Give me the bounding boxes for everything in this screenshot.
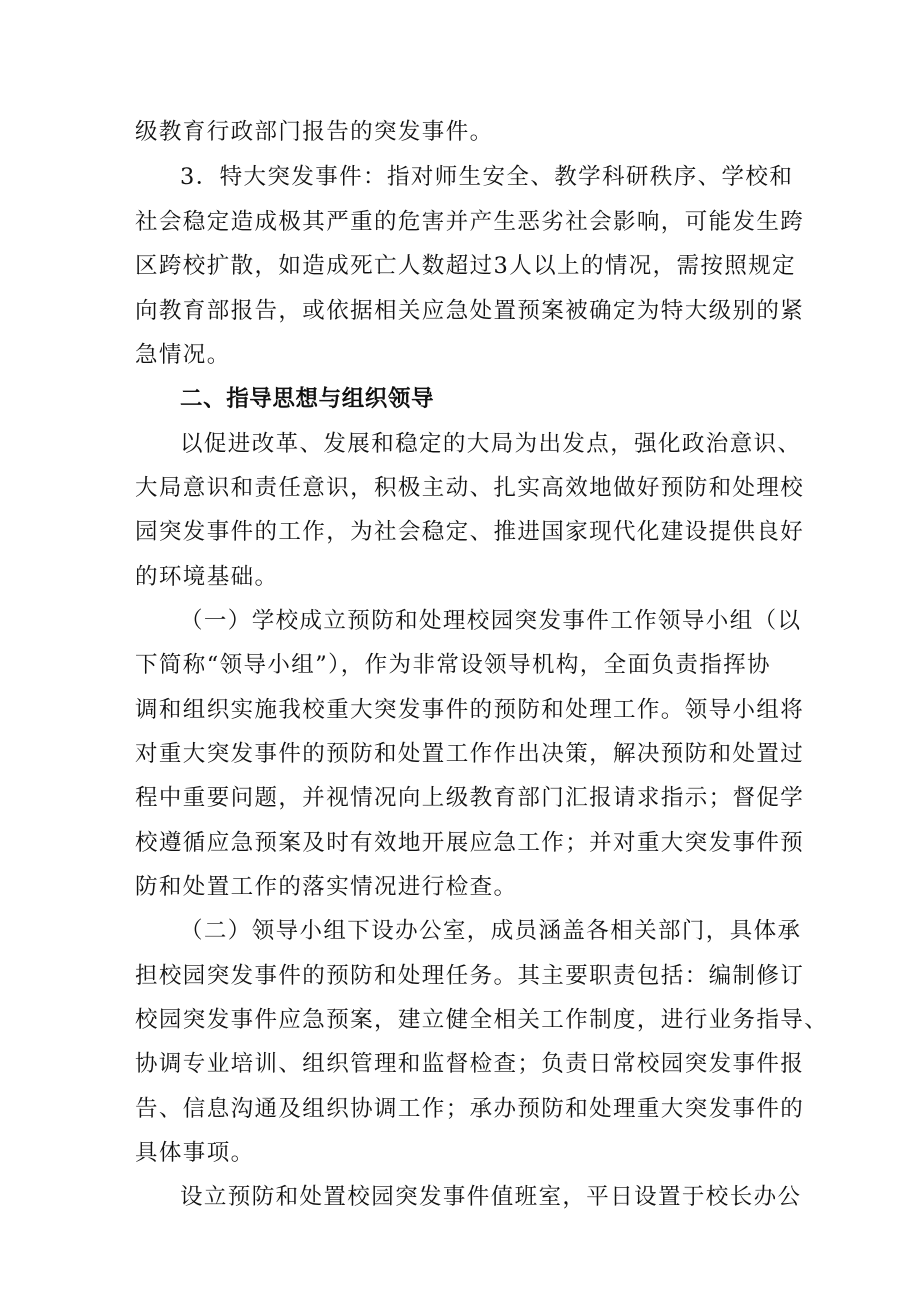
paragraph-line: 调和组织实施我校重大突发事件的预防和处理工作。领导小组将 — [135, 697, 805, 723]
paragraph-line: 校园突发事件应急预案，建立健全相关工作制度，进行业务指导、 — [135, 1007, 829, 1033]
paragraph-line: 校遵循应急预案及时有效地开展应急工作；并对重大突发事件预 — [135, 830, 805, 856]
paragraph-line: 大局意识和责任意识，积极主动、扎实高效地做好预防和处理校 — [135, 475, 805, 501]
paragraph-line: 园突发事件的工作，为社会稳定、推进国家现代化建设提供良好 — [135, 519, 805, 545]
paragraph-line: 急情况。 — [135, 342, 231, 368]
paragraph-line: 级教育行政部门报告的突发事件。 — [135, 119, 494, 145]
paragraph-line: 担校园突发事件的预防和处理任务。其主要职责包括：编制修订 — [135, 963, 805, 989]
paragraph-line: 具体事项。 — [135, 1140, 255, 1166]
paragraph-line: 防和处置工作的落实情况进行检查。 — [135, 874, 518, 900]
paragraph-line: 设立预防和处置校园突发事件值班室，平日设置于校长办公 — [180, 1184, 802, 1210]
paragraph-line: 告、信息沟通及组织协调工作；承办预防和处理重大突发事件的 — [135, 1096, 805, 1122]
paragraph-line: 社会稳定造成极其严重的危害并产生恶劣社会影响，可能发生跨 — [135, 209, 805, 235]
section-heading: 二、指导思想与组织领导 — [180, 386, 435, 412]
paragraph-line: 对重大突发事件的预防和处置工作作出决策，解决预防和处置过 — [135, 741, 805, 767]
paragraph-line: 以促进改革、发展和稳定的大局为出发点，强化政治意识、 — [180, 431, 802, 457]
paragraph-line: 协调专业培训、组织管理和监督检查；负责日常校园突发事件报 — [135, 1051, 805, 1077]
paragraph-line: 的环境基础。 — [135, 564, 279, 590]
paragraph-line: 向教育部报告，或依据相关应急处置预案被确定为特大级别的紧 — [135, 298, 805, 324]
paragraph-line: 区跨校扩散，如造成死亡人数超过3人以上的情况，需按照规定 — [135, 253, 797, 279]
paragraph-line: 3．特大突发事件：指对师生安全、教学科研秩序、学校和 — [180, 164, 794, 190]
paragraph-line: （二）领导小组下设办公室，成员涵盖各相关部门，具体承 — [180, 918, 802, 944]
paragraph-line: 程中重要问题，并视情况向上级教育部门汇报请求指示；督促学 — [135, 785, 805, 811]
paragraph-line: （一）学校成立预防和处理校园突发事件工作领导小组（以 — [180, 608, 802, 634]
paragraph-line: 下简称“领导小组”），作为非常设领导机构，全面负责指挥协 — [135, 652, 771, 678]
